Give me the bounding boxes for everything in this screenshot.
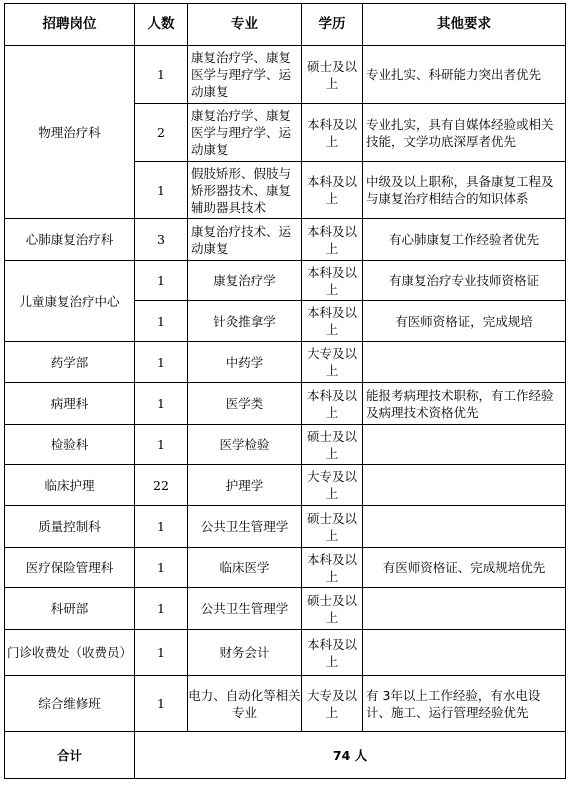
table-row [5, 261, 566, 301]
cell-count: 1 [135, 548, 188, 588]
table-row [5, 219, 566, 261]
table-row [5, 465, 566, 506]
cell-requirements [363, 465, 566, 506]
cell-position: 综合维修班 [5, 676, 135, 732]
cell-major: 公共卫生管理学 [188, 506, 302, 548]
cell-count: 1 [135, 46, 188, 104]
table-row [5, 506, 566, 548]
cell-requirements [363, 425, 566, 465]
cell-count: 1 [135, 301, 188, 342]
cell-position: 质量控制科 [5, 506, 135, 548]
header-count: 人数 [135, 4, 188, 46]
table-row [5, 630, 566, 676]
cell-count: 1 [135, 588, 188, 630]
table-row [5, 676, 566, 732]
cell-major: 护理学 [188, 465, 302, 506]
cell-education: 大专及以上 [302, 676, 363, 732]
cell-requirements [363, 342, 566, 383]
cell-major: 电力、自动化等相关专业 [188, 676, 302, 732]
cell-major: 中药学 [188, 342, 302, 383]
cell-education: 本科及以上 [302, 383, 363, 425]
cell-education: 硕士及以上 [302, 425, 363, 465]
header-major: 专业 [188, 4, 302, 46]
cell-major: 康复治疗学、康复医学与理疗学、运动康复 [188, 104, 302, 162]
table-row [5, 383, 566, 425]
cell-requirements: 能报考病理技术职称，有工作经验及病理技术资格优先 [363, 383, 566, 425]
cell-position: 医疗保险管理科 [5, 548, 135, 588]
cell-count: 1 [135, 676, 188, 732]
cell-position: 物理治疗科 [5, 46, 135, 219]
cell-requirements: 中级及以上职称，具备康复工程及与康复治疗相结合的知识体系 [363, 162, 566, 219]
cell-count: 3 [135, 219, 188, 261]
table-row [5, 548, 566, 588]
cell-position: 病理科 [5, 383, 135, 425]
total-label: 合计 [5, 732, 135, 779]
cell-education: 本科及以上 [302, 630, 363, 676]
header-position: 招聘岗位 [5, 4, 135, 46]
cell-requirements: 有医师资格证、完成规培优先 [363, 548, 566, 588]
cell-count: 1 [135, 383, 188, 425]
cell-count: 1 [135, 261, 188, 301]
cell-major: 财务会计 [188, 630, 302, 676]
cell-education: 本科及以上 [302, 261, 363, 301]
cell-requirements: 专业扎实、科研能力突出者优先 [363, 46, 566, 104]
cell-major: 公共卫生管理学 [188, 588, 302, 630]
cell-position: 儿童康复治疗中心 [5, 261, 135, 342]
cell-position: 门诊收费处（收费员） [5, 630, 135, 676]
cell-major: 假肢矫形、假肢与矫形器技术、康复辅助器具技术 [188, 162, 302, 219]
cell-major: 医学类 [188, 383, 302, 425]
cell-major: 康复治疗学 [188, 261, 302, 301]
cell-requirements: 有 3年以上工作经验，有水电设计、施工、运行管理经验优先 [363, 676, 566, 732]
cell-education: 本科及以上 [302, 162, 363, 219]
cell-education: 本科及以上 [302, 301, 363, 342]
cell-count: 1 [135, 425, 188, 465]
cell-requirements: 有心肺康复工作经验者优先 [363, 219, 566, 261]
cell-major: 针灸推拿学 [188, 301, 302, 342]
cell-major: 临床医学 [188, 548, 302, 588]
cell-position: 科研部 [5, 588, 135, 630]
cell-education: 硕士及以上 [302, 46, 363, 104]
cell-requirements: 有医师资格证，完成规培 [363, 301, 566, 342]
header-requirements: 其他要求 [363, 4, 566, 46]
cell-position: 心肺康复治疗科 [5, 219, 135, 261]
table-row [5, 425, 566, 465]
cell-count: 1 [135, 630, 188, 676]
cell-major: 医学检验 [188, 425, 302, 465]
total-value: 74 人 [135, 732, 566, 779]
cell-count: 1 [135, 342, 188, 383]
header-row [5, 4, 566, 46]
cell-position: 临床护理 [5, 465, 135, 506]
cell-education: 本科及以上 [302, 104, 363, 162]
cell-position: 药学部 [5, 342, 135, 383]
cell-count: 22 [135, 465, 188, 506]
cell-requirements [363, 630, 566, 676]
cell-requirements: 专业扎实，具有自媒体经验或相关技能，文学功底深厚者优先 [363, 104, 566, 162]
cell-education: 本科及以上 [302, 219, 363, 261]
cell-count: 2 [135, 104, 188, 162]
cell-education: 本科及以上 [302, 548, 363, 588]
cell-education: 硕士及以上 [302, 588, 363, 630]
cell-requirements [363, 506, 566, 548]
table-row [5, 588, 566, 630]
cell-requirements [363, 588, 566, 630]
recruitment-table [4, 3, 566, 779]
table-row [5, 46, 566, 104]
header-education: 学历 [302, 4, 363, 46]
cell-position: 检验科 [5, 425, 135, 465]
cell-count: 1 [135, 506, 188, 548]
table-row [5, 342, 566, 383]
total-row [5, 732, 566, 779]
cell-education: 硕士及以上 [302, 506, 363, 548]
cell-major: 康复治疗学、康复医学与理疗学、运动康复 [188, 46, 302, 104]
cell-count: 1 [135, 162, 188, 219]
cell-education: 大专及以上 [302, 342, 363, 383]
cell-major: 康复治疗技术、运动康复 [188, 219, 302, 261]
cell-education: 大专及以上 [302, 465, 363, 506]
cell-requirements: 有康复治疗专业技师资格证 [363, 261, 566, 301]
